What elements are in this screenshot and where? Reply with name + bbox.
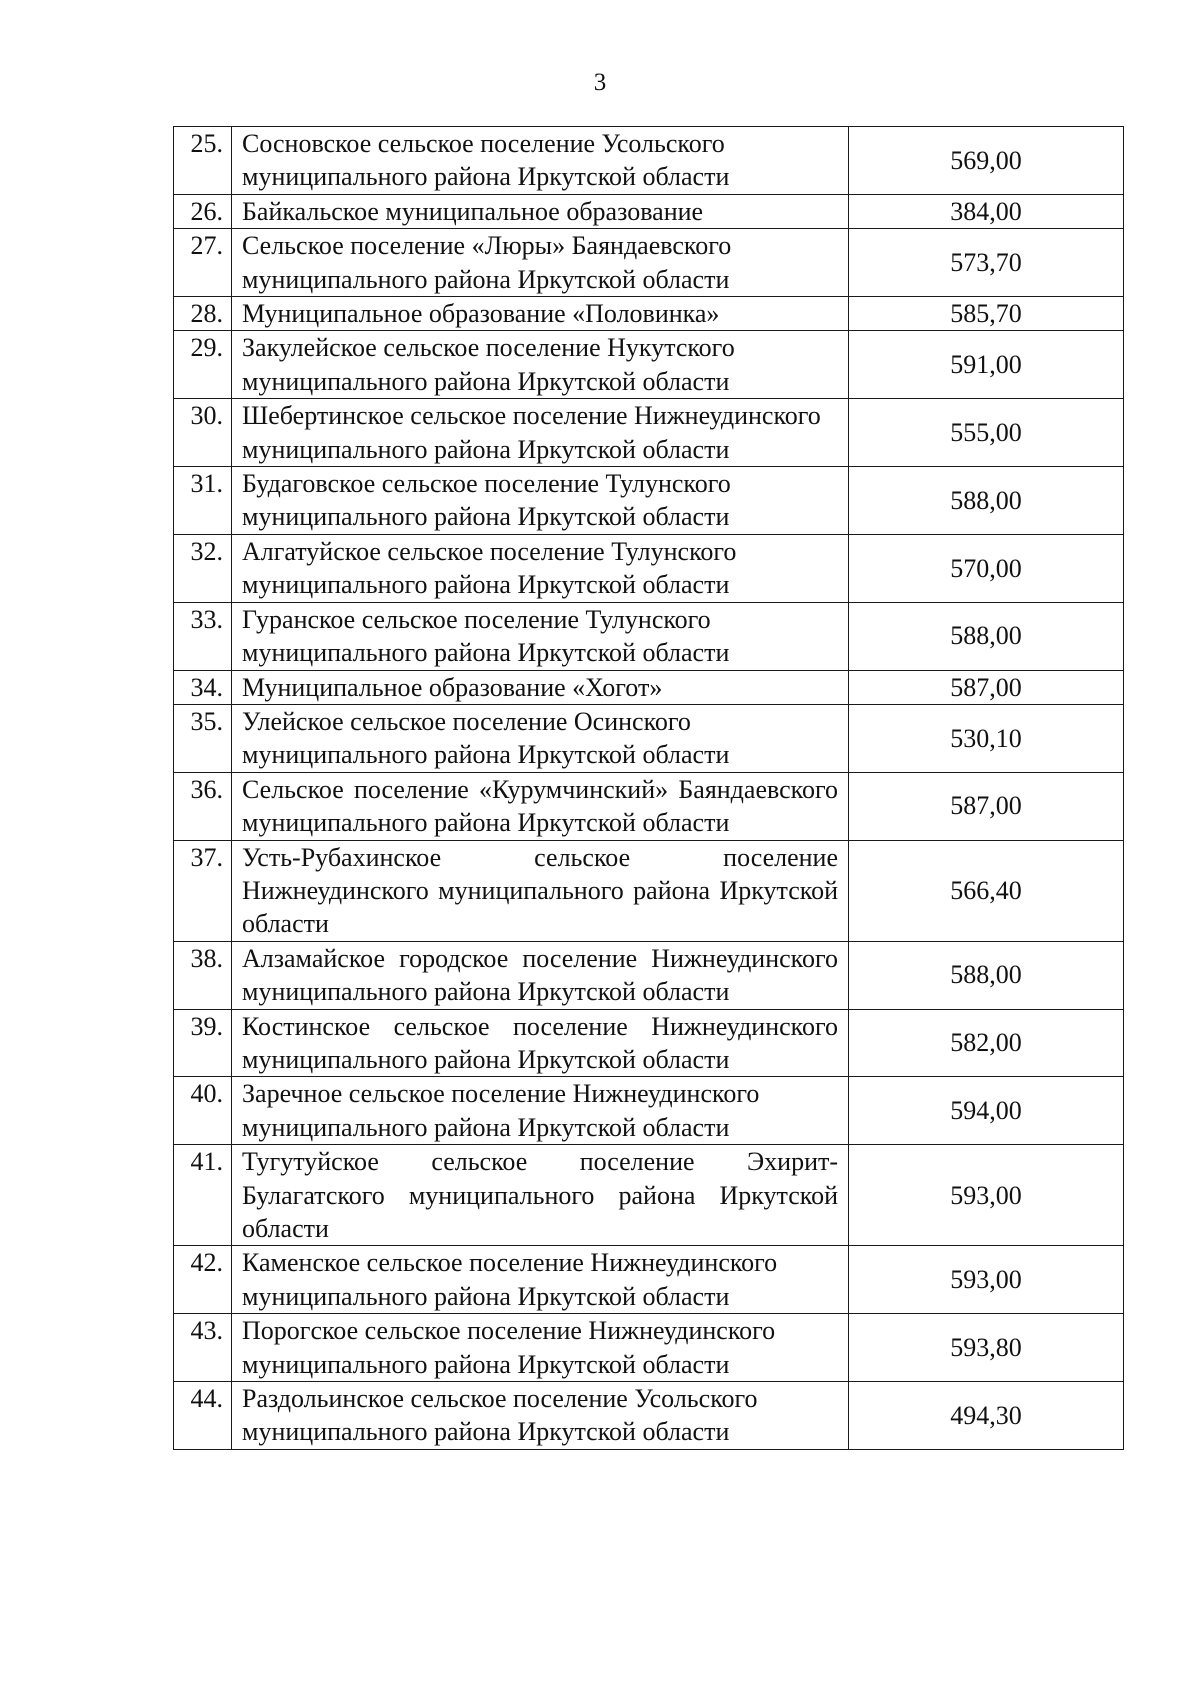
row-number: 28. <box>174 297 232 331</box>
table-row <box>174 840 1124 941</box>
settlement-name: Байкальское муниципальное образование <box>232 194 849 228</box>
settlement-name: Каменское сельское поселение Нижнеудинского муниципального района Иркутской области <box>232 1246 849 1314</box>
settlement-name: Закулейское сельское поселение Нукутского муниципального района Иркутской области <box>232 331 849 399</box>
table-row <box>174 1246 1124 1314</box>
settlement-name: Шебертинское сельское поселение Нижнеудинского муниципального района Иркутской области <box>232 399 849 467</box>
settlement-name: Порогское сельское поселение Нижнеудинского муниципального района Иркутской области <box>232 1314 849 1382</box>
table-row <box>174 1382 1124 1450</box>
settlement-name: Сельское поселение «Люры» Баяндаевского муниципального района Иркутской области <box>232 229 849 297</box>
row-number: 32. <box>174 534 232 602</box>
row-number: 29. <box>174 331 232 399</box>
row-number: 37. <box>174 840 232 941</box>
table-row <box>174 772 1124 840</box>
settlement-value: 588,00 <box>849 602 1124 670</box>
settlement-name: Сосновское сельское поселение Усольского муниципального района Иркутской области <box>232 127 849 195</box>
settlements-table <box>173 126 1124 1450</box>
settlement-value: 530,10 <box>849 704 1124 772</box>
row-number: 44. <box>174 1382 232 1450</box>
settlement-name: Улейское сельское поселение Осинского муниципального района Иркутской области <box>232 704 849 772</box>
settlement-value: 585,70 <box>849 297 1124 331</box>
settlement-value: 569,00 <box>849 127 1124 195</box>
row-number: 39. <box>174 1009 232 1077</box>
row-number: 25. <box>174 127 232 195</box>
table-row <box>174 670 1124 704</box>
table-row <box>174 331 1124 399</box>
row-number: 38. <box>174 941 232 1009</box>
table-row <box>174 467 1124 535</box>
table-row <box>174 704 1124 772</box>
settlement-value: 573,70 <box>849 229 1124 297</box>
table-row <box>174 229 1124 297</box>
row-number: 36. <box>174 772 232 840</box>
settlement-value: 555,00 <box>849 399 1124 467</box>
table-row <box>174 602 1124 670</box>
row-number: 40. <box>174 1077 232 1145</box>
settlement-name: Муниципальное образование «Половинка» <box>232 297 849 331</box>
table-row <box>174 297 1124 331</box>
settlement-value: 570,00 <box>849 534 1124 602</box>
settlement-name: Сельское поселение «Курумчинский» Баяндаевского муниципального района Иркутской области <box>232 772 849 840</box>
row-number: 35. <box>174 704 232 772</box>
row-number: 41. <box>174 1145 232 1246</box>
table-row <box>174 1314 1124 1382</box>
table-row <box>174 194 1124 228</box>
settlement-name: Муниципальное образование «Хогот» <box>232 670 849 704</box>
settlement-value: 594,00 <box>849 1077 1124 1145</box>
row-number: 31. <box>174 467 232 535</box>
settlement-value: 593,00 <box>849 1246 1124 1314</box>
table-row <box>174 399 1124 467</box>
table-row <box>174 1077 1124 1145</box>
settlement-value: 588,00 <box>849 941 1124 1009</box>
settlement-value: 588,00 <box>849 467 1124 535</box>
table-row <box>174 534 1124 602</box>
settlement-name: Костинское сельское поселение Нижнеудинского муниципального района Иркутской области <box>232 1009 849 1077</box>
settlement-name: Тугутуйское сельское поселение Эхирит-Булагатского муниципального района Иркутской области <box>232 1145 849 1246</box>
table-body <box>174 127 1124 1450</box>
settlement-value: 593,00 <box>849 1145 1124 1246</box>
table-row <box>174 1009 1124 1077</box>
row-number: 30. <box>174 399 232 467</box>
settlement-value: 591,00 <box>849 331 1124 399</box>
settlement-value: 587,00 <box>849 772 1124 840</box>
settlement-value: 566,40 <box>849 840 1124 941</box>
settlement-name: Усть-Рубахинское сельское поселение Нижнеудинского муниципального района Иркутской области <box>232 840 849 941</box>
settlement-name: Алгатуйское сельское поселение Тулунского муниципального района Иркутской области <box>232 534 849 602</box>
row-number: 42. <box>174 1246 232 1314</box>
row-number: 43. <box>174 1314 232 1382</box>
settlement-name: Алзамайское городское поселение Нижнеудинского муниципального района Иркутской области <box>232 941 849 1009</box>
row-number: 34. <box>174 670 232 704</box>
row-number: 33. <box>174 602 232 670</box>
settlement-value: 593,80 <box>849 1314 1124 1382</box>
settlement-name: Заречное сельское поселение Нижнеудинского муниципального района Иркутской области <box>232 1077 849 1145</box>
table-row <box>174 1145 1124 1246</box>
settlement-name: Раздольинское сельское поселение Усольского муниципального района Иркутской области <box>232 1382 849 1450</box>
table-row <box>174 941 1124 1009</box>
settlement-name: Гуранское сельское поселение Тулунского муниципального района Иркутской области <box>232 602 849 670</box>
settlement-value: 582,00 <box>849 1009 1124 1077</box>
settlement-value: 494,30 <box>849 1382 1124 1450</box>
row-number: 27. <box>174 229 232 297</box>
settlement-value: 384,00 <box>849 194 1124 228</box>
settlement-name: Будаговское сельское поселение Тулунского муниципального района Иркутской области <box>232 467 849 535</box>
settlement-value: 587,00 <box>849 670 1124 704</box>
row-number: 26. <box>174 194 232 228</box>
page-number: 3 <box>593 69 607 96</box>
table-row <box>174 127 1124 195</box>
